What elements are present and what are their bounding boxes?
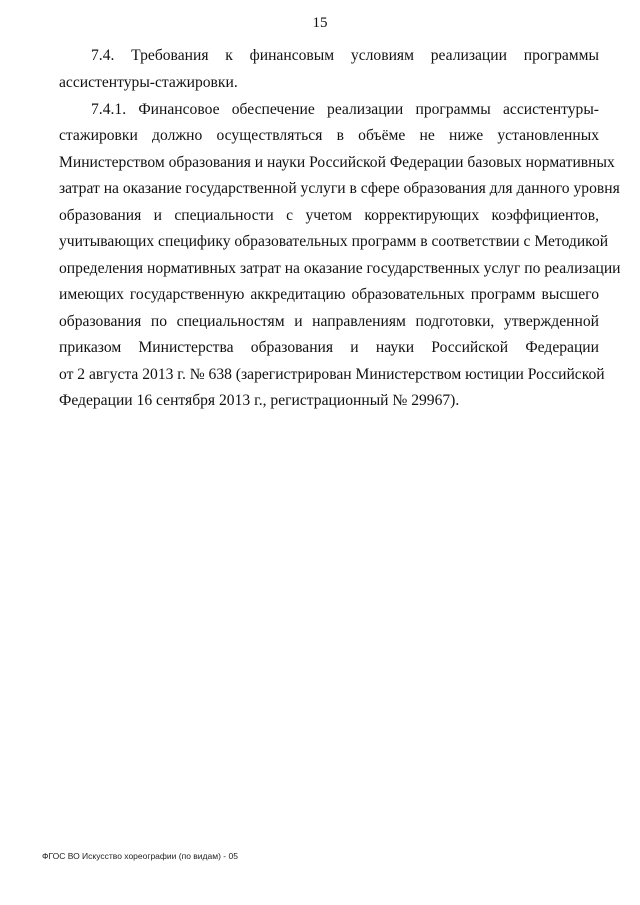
section-7-4-1-line-9: образования по специальностям и направлениям подготовки, утвержденной [59,313,599,330]
section-7-4-1-line-11: от 2 августа 2013 г. № 638 (зарегистрирован Министерством юстиции Российской [59,366,605,383]
section-7-4-line-1: 7.4. Требования к финансовым условиям реализации программы [91,47,599,64]
section-7-4-1-line-12: Федерации 16 сентября 2013 г., регистрационный № 29967). [59,392,460,409]
document-footer: ФГОС ВО Искусство хореографии (по видам) - 05 [42,851,238,861]
section-7-4-1-line-7: определения нормативных затрат на оказание государственных услуг по реализации [59,260,621,277]
section-7-4-1-line-3: Министерством образования и науки Российской Федерации базовых нормативных [59,154,615,171]
page-number: 15 [312,15,328,31]
section-7-4-1-line-1: 7.4.1. Финансовое обеспечение реализации программы ассистентуры- [91,101,599,118]
section-7-4-1-line-6: учитывающих специфику образовательных программ в соответствии с Методикой [59,233,609,250]
section-7-4-line-2: ассистентуры-стажировки. [59,74,238,91]
section-7-4-1-line-2: стажировки должно осуществляться в объёме не ниже установленных [59,127,599,144]
section-7-4-1-line-8: имеющих государственную аккредитацию образовательных программ высшего [59,286,599,303]
section-7-4-1-line-4: затрат на оказание государственной услуги в сфере образования для данного уровня [59,180,620,197]
section-7-4-1-line-5: образования и специальности с учетом корректирующих коэффициентов, [59,207,599,224]
section-7-4-1-line-10: приказом Министерства образования и науки Российской Федерации [59,339,599,356]
